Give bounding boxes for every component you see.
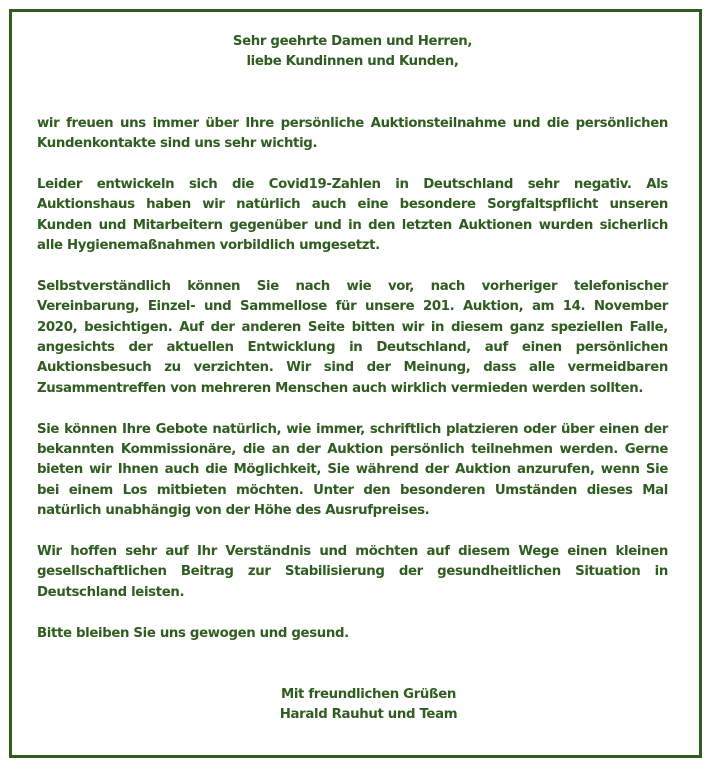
- paragraph-covid: Leider entwickeln sich die Covid19-Zahlen in Deutschland sehr negativ. Als Auktionshaus haben wir natürlich auch eine besondere Sorgfaltspflicht unseren Kunden und Mitarbeitern gegenüber und in den letzten Auktionen wurden sicherlich alle Hygienemaßnahmen vorbildlich umgesetzt.: [37, 176, 668, 254]
- closing: [37, 685, 668, 726]
- paragraph-bidding: Sie können Ihre Gebote natürlich, wie immer, schriftlich platzieren oder über einen der bekannten Kommissionäre, die an der Auktion persönlich teilnehmen werden. Gerne bieten wir Ihnen auch die Möglichkeit, Sie während der Auktion anzurufen, wenn Sie bei einem Los mitbieten möchten. Unter den besonderen Umständen dieses Mal natürlich unabhängig von der Höhe des Ausrufpreises.: [37, 421, 668, 519]
- closing-signature: Harald Rauhut und Team: [279, 707, 458, 723]
- salutation-line-1: Sehr geehrte Damen und Herren,: [232, 34, 473, 49]
- salutation: [37, 32, 668, 73]
- letter-body: [37, 32, 668, 739]
- paragraph-intro: wir freuen uns immer über Ihre persönliche Auktionsteilnahme und die persönlichen Kundenkontakte sind uns sehr wichtig.: [37, 115, 668, 152]
- paragraph-farewell: Bitte bleiben Sie uns gewogen und gesund.: [37, 625, 349, 641]
- paragraph-understanding: Wir hoffen sehr auf Ihr Verständnis und möchten auf diesem Wege einen kleinen gesellschaftlichen Beitrag zur Stabilisierung der gesundheitlichen Situation in Deutschland leisten.: [37, 544, 668, 600]
- paragraph-viewing: Selbstverständlich können Sie nach wie vor, nach vorheriger telefonischer Vereinbarung, Einzel- und Sammellose für unsere 201. Auktion, am 14. November 2020, besichtigen. Auf der anderen Seite bitten wir in diesem ganz speziellen Falle, angesichts der aktuellen Entwicklung in Deutschland, auf einen persönlichen Auktionsbesuch zu verzichten. Wir sind der Meinung, dass alle vermeidbaren Zusammentreffen von mehreren Menschen auch wirklich vermieden werden sollten.: [37, 278, 668, 396]
- closing-greeting: Mit freundlichen Grüßen: [280, 686, 457, 702]
- salutation-line-2: liebe Kundinnen und Kunden,: [246, 54, 459, 70]
- letter-paragraphs: [37, 114, 668, 644]
